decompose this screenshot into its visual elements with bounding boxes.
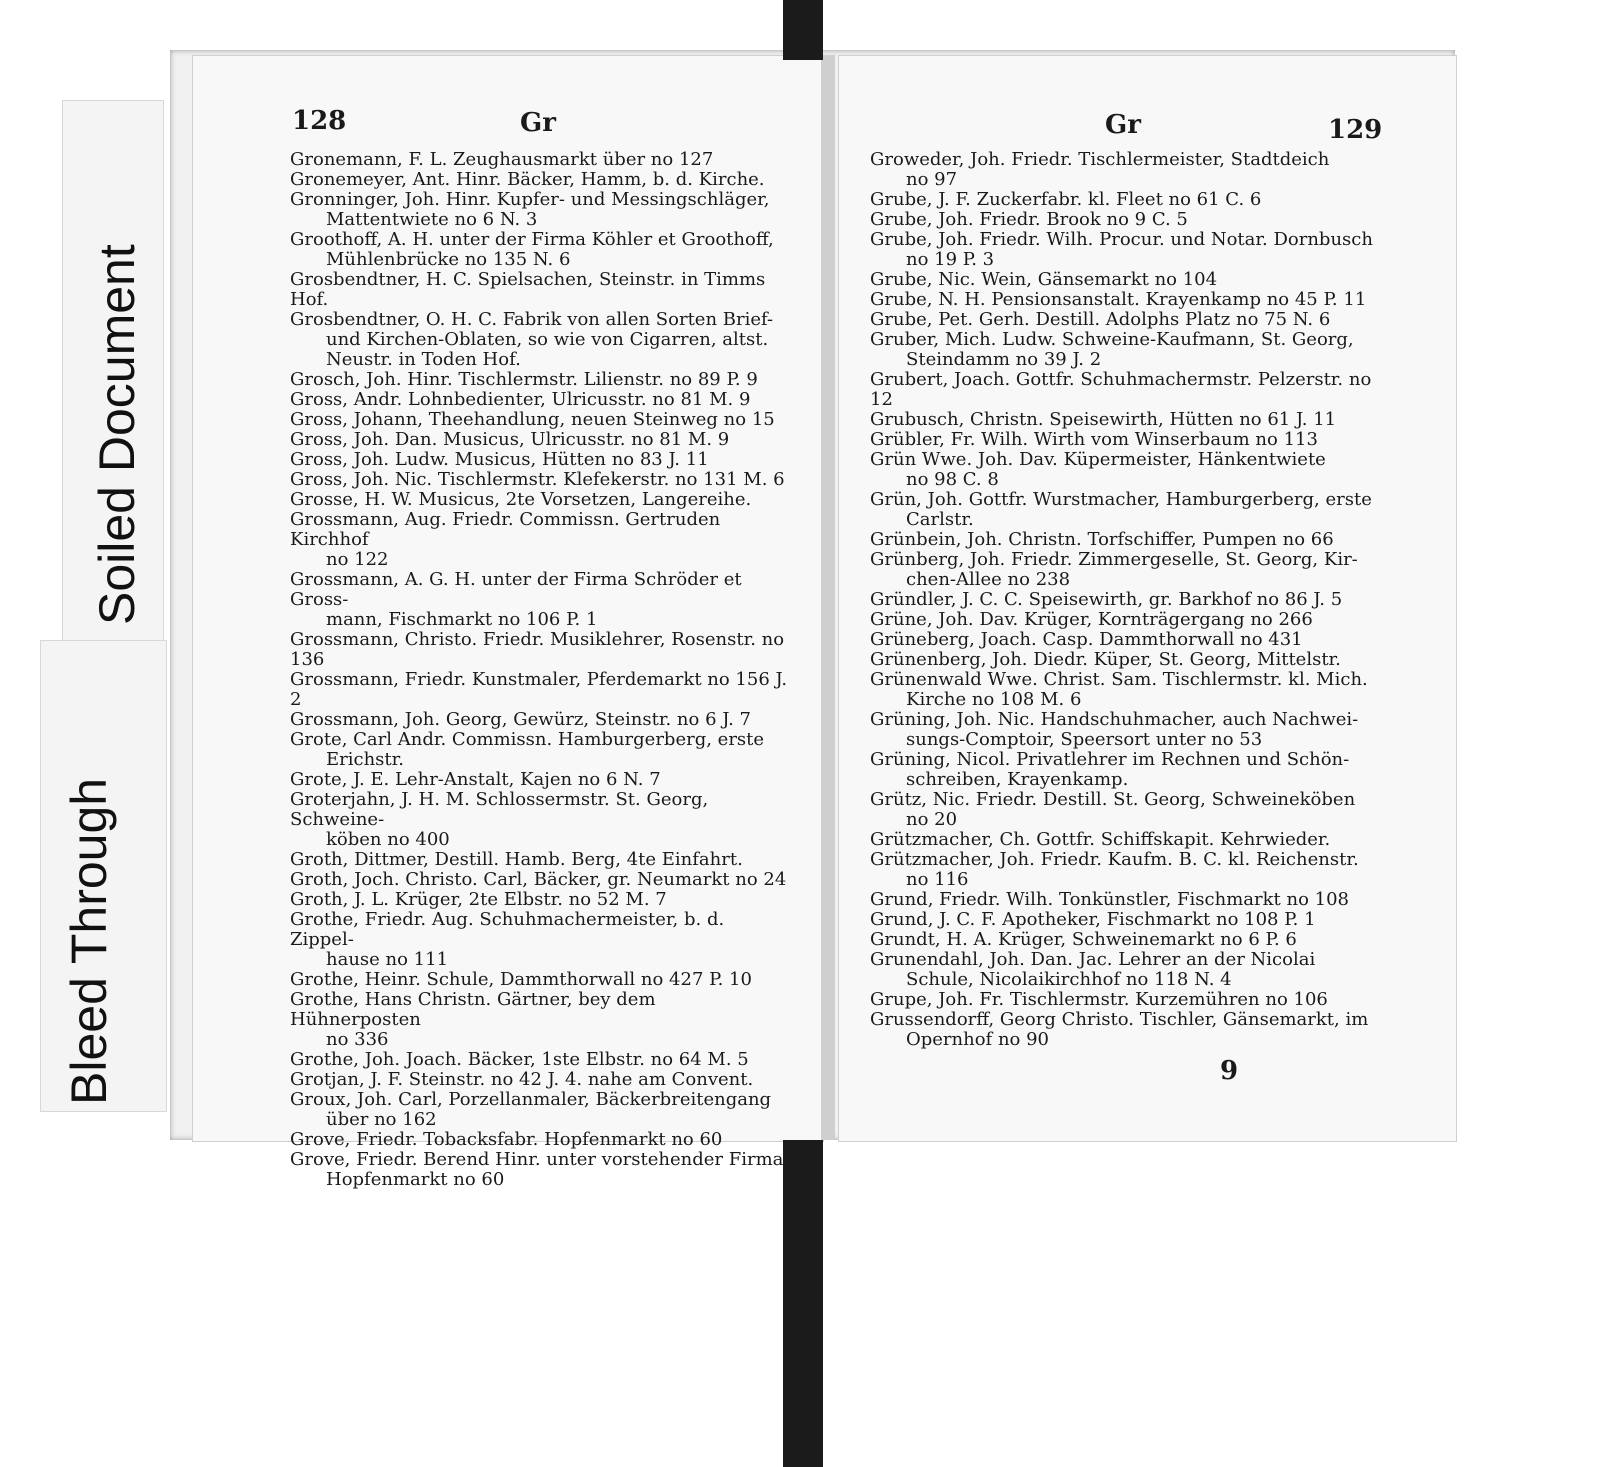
entry-line: Grube, Joh. Friedr. Brook no 9 C. 5: [870, 209, 1188, 230]
directory-entry: [290, 310, 790, 370]
entry-continuation: no 98 C. 8: [906, 469, 999, 490]
entry-continuation: chen-Allee no 238: [906, 569, 1071, 590]
directory-entry: [290, 510, 790, 570]
directory-entry: [870, 890, 1380, 910]
directory-entry: [870, 330, 1380, 370]
entry-continuation: Mühlenbrücke no 135 N. 6: [326, 249, 571, 270]
entry-continuation: no 97: [906, 169, 958, 190]
directory-entry: [870, 590, 1380, 610]
entry-line: Grüning, Joh. Nic. Handschuhmacher, auch Nachwei-: [870, 709, 1359, 730]
directory-entry: [290, 230, 790, 270]
entry-line: Gross, Andr. Lohnbedienter, Ulricusstr. no 81 M. 9: [290, 389, 751, 410]
entry-line: Grossmann, Friedr. Kunstmaler, Pferdemarkt no 156 J. 2: [290, 669, 788, 710]
directory-entry: [870, 270, 1380, 290]
left-page-header: Gr: [520, 108, 556, 138]
entry-line: Grund, Friedr. Wilh. Tonkünstler, Fischmarkt no 108: [870, 889, 1349, 910]
directory-entry: [870, 630, 1380, 650]
entry-line: Grossmann, A. G. H. unter der Firma Schröder et Gross-: [290, 569, 742, 610]
entry-continuation: Neustr. in Toden Hof.: [326, 349, 521, 370]
entry-line: Grupe, Joh. Fr. Tischlermstr. Kurzemühren no 106: [870, 989, 1328, 1010]
entry-line: Gronemann, F. L. Zeughausmarkt über no 127: [290, 149, 714, 170]
directory-entry: [290, 190, 790, 230]
entry-line: Grube, N. H. Pensionsanstalt. Krayenkamp no 45 P. 11: [870, 289, 1367, 310]
entry-continuation: und Kirchen-Oblaten, so wie von Cigarren, altst.: [326, 329, 769, 350]
directory-entry: [290, 1050, 790, 1070]
entry-continuation: Hopfenmarkt no 60: [326, 1169, 505, 1190]
entry-continuation: köben no 400: [326, 829, 450, 850]
entry-continuation: no 336: [326, 1029, 389, 1050]
entry-continuation: Schule, Nicolaikirchhof no 118 N. 4: [906, 969, 1232, 990]
directory-entry: [870, 670, 1380, 710]
directory-entry: [870, 710, 1380, 750]
entry-line: Grove, Friedr. Berend Hinr. unter vorstehender Firma: [290, 1149, 784, 1170]
entry-line: Grünbein, Joh. Christn. Torfschiffer, Pumpen no 66: [870, 529, 1334, 550]
book-spine: [821, 55, 835, 1140]
entry-line: Grünenwald Wwe. Christ. Sam. Tischlermstr. kl. Mich.: [870, 669, 1368, 690]
entry-line: Grossmann, Christo. Friedr. Musiklehrer, Rosenstr. no 136: [290, 629, 785, 670]
directory-entry: [870, 410, 1380, 430]
entry-line: Grundt, H. A. Krüger, Schweinemarkt no 6 P. 6: [870, 929, 1297, 950]
entry-continuation: schreiben, Krayenkamp.: [906, 769, 1129, 790]
directory-entry: [870, 490, 1380, 530]
entry-line: Grube, J. F. Zuckerfabr. kl. Fleet no 61 C. 6: [870, 189, 1262, 210]
directory-entry: [870, 1010, 1380, 1050]
directory-entry: [290, 790, 790, 850]
left-page-number: 128: [292, 106, 347, 136]
entry-line: Grothe, Joh. Joach. Bäcker, 1ste Elbstr. no 64 M. 5: [290, 1049, 749, 1070]
entry-line: Grunendahl, Joh. Dan. Jac. Lehrer an der Nicolai: [870, 949, 1316, 970]
directory-entry: [870, 950, 1380, 990]
entry-continuation: no 20: [906, 809, 958, 830]
entry-line: Gruber, Mich. Ludw. Schweine-Kaufmann, St. Georg,: [870, 329, 1354, 350]
entry-line: Groth, Dittmer, Destill. Hamb. Berg, 4te Einfahrt.: [290, 849, 743, 870]
entry-line: Grübler, Fr. Wilh. Wirth vom Winserbaum no 113: [870, 429, 1318, 450]
directory-entry: [870, 790, 1380, 830]
entry-line: Grosbendtner, O. H. C. Fabrik von allen Sorten Brief-: [290, 309, 774, 330]
entry-line: Gross, Joh. Ludw. Musicus, Hütten no 83 J. 11: [290, 449, 709, 470]
soiled-document-label: Soiled Document: [89, 244, 145, 625]
entry-line: Grossmann, Joh. Georg, Gewürz, Steinstr. no 6 J. 7: [290, 709, 751, 730]
entry-line: Gross, Joh. Nic. Tischlermstr. Klefekerstr. no 131 M. 6: [290, 469, 785, 490]
entry-line: Grün Wwe. Joh. Dav. Küpermeister, Hänkentwiete: [870, 449, 1326, 470]
entry-line: Groth, Joch. Christo. Carl, Bäcker, gr. Neumarkt no 24: [290, 869, 787, 890]
entry-line: Grove, Friedr. Tobacksfabr. Hopfenmarkt no 60: [290, 1129, 723, 1150]
directory-entry: [870, 930, 1380, 950]
directory-entry: [870, 310, 1380, 330]
entry-line: Grüning, Nicol. Privatlehrer im Rechnen und Schön-: [870, 749, 1350, 770]
right-page-number: 129: [1328, 115, 1383, 145]
entry-line: Groth, J. L. Krüger, 2te Elbstr. no 52 M. 7: [290, 889, 667, 910]
entry-continuation: über no 162: [326, 1109, 437, 1130]
directory-entry: [870, 230, 1380, 270]
directory-entry: [290, 1070, 790, 1090]
directory-entry: [290, 910, 790, 970]
directory-entry: [870, 430, 1380, 450]
entry-continuation: Kirche no 108 M. 6: [906, 689, 1082, 710]
directory-entry: [290, 430, 790, 450]
entry-continuation: Steindamm no 39 J. 2: [906, 349, 1102, 370]
directory-entry: [870, 830, 1380, 850]
entry-line: Grosch, Joh. Hinr. Tischlermstr. Lilienstr. no 89 P. 9: [290, 369, 758, 390]
directory-entry: [290, 850, 790, 870]
gutter-bar-top: [783, 0, 823, 60]
entry-line: Grossmann, Aug. Friedr. Commissn. Gertruden Kirchhof: [290, 509, 721, 550]
entry-line: Grüneberg, Joach. Casp. Dammthorwall no 431: [870, 629, 1303, 650]
directory-entry: [870, 610, 1380, 630]
entry-line: Grothe, Friedr. Aug. Schuhmachermeister, b. d. Zippel-: [290, 909, 725, 950]
entry-line: Grund, J. C. F. Apotheker, Fischmarkt no 108 P. 1: [870, 909, 1316, 930]
directory-entry: [870, 530, 1380, 550]
entry-line: Grube, Joh. Friedr. Wilh. Procur. und Notar. Dornbusch: [870, 229, 1373, 250]
directory-entry: [870, 910, 1380, 930]
directory-entry: [870, 370, 1380, 410]
entry-continuation: Opernhof no 90: [906, 1029, 1049, 1050]
directory-entry: [290, 270, 790, 310]
right-entry-list: [870, 150, 1380, 1050]
directory-entry: [290, 410, 790, 430]
entry-continuation: no 122: [326, 549, 389, 570]
directory-entry: [290, 990, 790, 1050]
entry-continuation: no 116: [906, 869, 969, 890]
directory-entry: [870, 190, 1380, 210]
entry-continuation: mann, Fischmarkt no 106 P. 1: [326, 609, 598, 630]
entry-line: Grütz, Nic. Friedr. Destill. St. Georg, Schweineköben: [870, 789, 1356, 810]
entry-line: Grützmacher, Joh. Friedr. Kaufm. B. C. kl. Reichenstr.: [870, 849, 1359, 870]
directory-entry: [290, 470, 790, 490]
directory-entry: [290, 450, 790, 470]
directory-entry: [290, 710, 790, 730]
entry-line: Grubusch, Christn. Speisewirth, Hütten no 61 J. 11: [870, 409, 1337, 430]
directory-entry: [870, 210, 1380, 230]
entry-line: Grotjan, J. F. Steinstr. no 42 J. 4. nahe am Convent.: [290, 1069, 754, 1090]
directory-entry: [870, 150, 1380, 190]
directory-entry: [870, 850, 1380, 890]
entry-line: Grothe, Hans Christn. Gärtner, bey dem Hühnerposten: [290, 989, 656, 1030]
directory-entry: [290, 870, 790, 890]
right-page-header: Gr: [1105, 110, 1141, 140]
directory-entry: [290, 730, 790, 770]
entry-line: Gronemeyer, Ant. Hinr. Bäcker, Hamm, b. d. Kirche.: [290, 169, 765, 190]
directory-entry: [290, 970, 790, 990]
directory-entry: [290, 370, 790, 390]
entry-line: Gross, Joh. Dan. Musicus, Ulricusstr. no 81 M. 9: [290, 429, 730, 450]
entry-continuation: sungs-Comptoir, Speersort unter no 53: [906, 729, 1263, 750]
entry-line: Grote, Carl Andr. Commissn. Hamburgerberg, erste: [290, 729, 765, 750]
signature-mark: 9: [1220, 1056, 1239, 1086]
directory-entry: [290, 770, 790, 790]
entry-line: Grüne, Joh. Dav. Krüger, Kornträgergang no 266: [870, 609, 1313, 630]
entry-line: Gronninger, Joh. Hinr. Kupfer- und Messingschläger,: [290, 189, 770, 210]
entry-line: Groweder, Joh. Friedr. Tischlermeister, Stadtdeich: [870, 149, 1330, 170]
entry-line: Grosbendtner, H. C. Spielsachen, Steinstr. in Timms Hof.: [290, 269, 766, 310]
entry-line: Grützmacher, Ch. Gottfr. Schiffskapit. Kehrwieder.: [870, 829, 1331, 850]
entry-line: Grosse, H. W. Musicus, 2te Vorsetzen, Langereihe.: [290, 489, 752, 510]
directory-entry: [870, 550, 1380, 590]
directory-entry: [290, 630, 790, 670]
entry-line: Gründler, J. C. C. Speisewirth, gr. Barkhof no 86 J. 5: [870, 589, 1343, 610]
entry-line: Grote, J. E. Lehr-Anstalt, Kajen no 6 N. 7: [290, 769, 661, 790]
directory-entry: [870, 290, 1380, 310]
directory-entry: [290, 1090, 790, 1130]
directory-entry: [870, 990, 1380, 1010]
directory-entry: [290, 1150, 790, 1190]
directory-entry: [290, 490, 790, 510]
entry-continuation: Carlstr.: [906, 509, 974, 530]
directory-entry: [870, 750, 1380, 790]
directory-entry: [290, 890, 790, 910]
bleed-through-label: Bleed Through: [61, 777, 117, 1105]
entry-continuation: Erichstr.: [326, 749, 404, 770]
directory-entry: [870, 650, 1380, 670]
entry-continuation: no 19 P. 3: [906, 249, 995, 270]
directory-entry: [290, 670, 790, 710]
directory-entry: [290, 150, 790, 170]
directory-entry: [870, 450, 1380, 490]
directory-entry: [290, 390, 790, 410]
entry-line: Grube, Pet. Gerh. Destill. Adolphs Platz no 75 N. 6: [870, 309, 1331, 330]
directory-entry: [290, 170, 790, 190]
entry-continuation: hause no 111: [326, 949, 449, 970]
entry-line: Grünberg, Joh. Friedr. Zimmergeselle, St. Georg, Kir-: [870, 549, 1358, 570]
entry-line: Grussendorff, Georg Christo. Tischler, Gänsemarkt, im: [870, 1009, 1369, 1030]
entry-line: Grünenberg, Joh. Diedr. Küper, St. Georg, Mittelstr.: [870, 649, 1341, 670]
entry-line: Groothoff, A. H. unter der Firma Köhler et Groothoff,: [290, 229, 774, 250]
directory-entry: [290, 1130, 790, 1150]
entry-line: Grothe, Heinr. Schule, Dammthorwall no 427 P. 10: [290, 969, 752, 990]
entry-line: Groux, Joh. Carl, Porzellanmaler, Bäckerbreitengang: [290, 1089, 772, 1110]
left-entry-list: [290, 150, 790, 1190]
entry-continuation: Mattentwiete no 6 N. 3: [326, 209, 538, 230]
entry-line: Gross, Johann, Theehandlung, neuen Steinweg no 15: [290, 409, 775, 430]
entry-line: Grubert, Joach. Gottfr. Schuhmachermstr. Pelzerstr. no 12: [870, 369, 1372, 410]
entry-line: Groterjahn, J. H. M. Schlossermstr. St. Georg, Schweine-: [290, 789, 709, 830]
directory-entry: [290, 570, 790, 630]
entry-line: Grün, Joh. Gottfr. Wurstmacher, Hamburgerberg, erste: [870, 489, 1372, 510]
entry-line: Grube, Nic. Wein, Gänsemarkt no 104: [870, 269, 1218, 290]
